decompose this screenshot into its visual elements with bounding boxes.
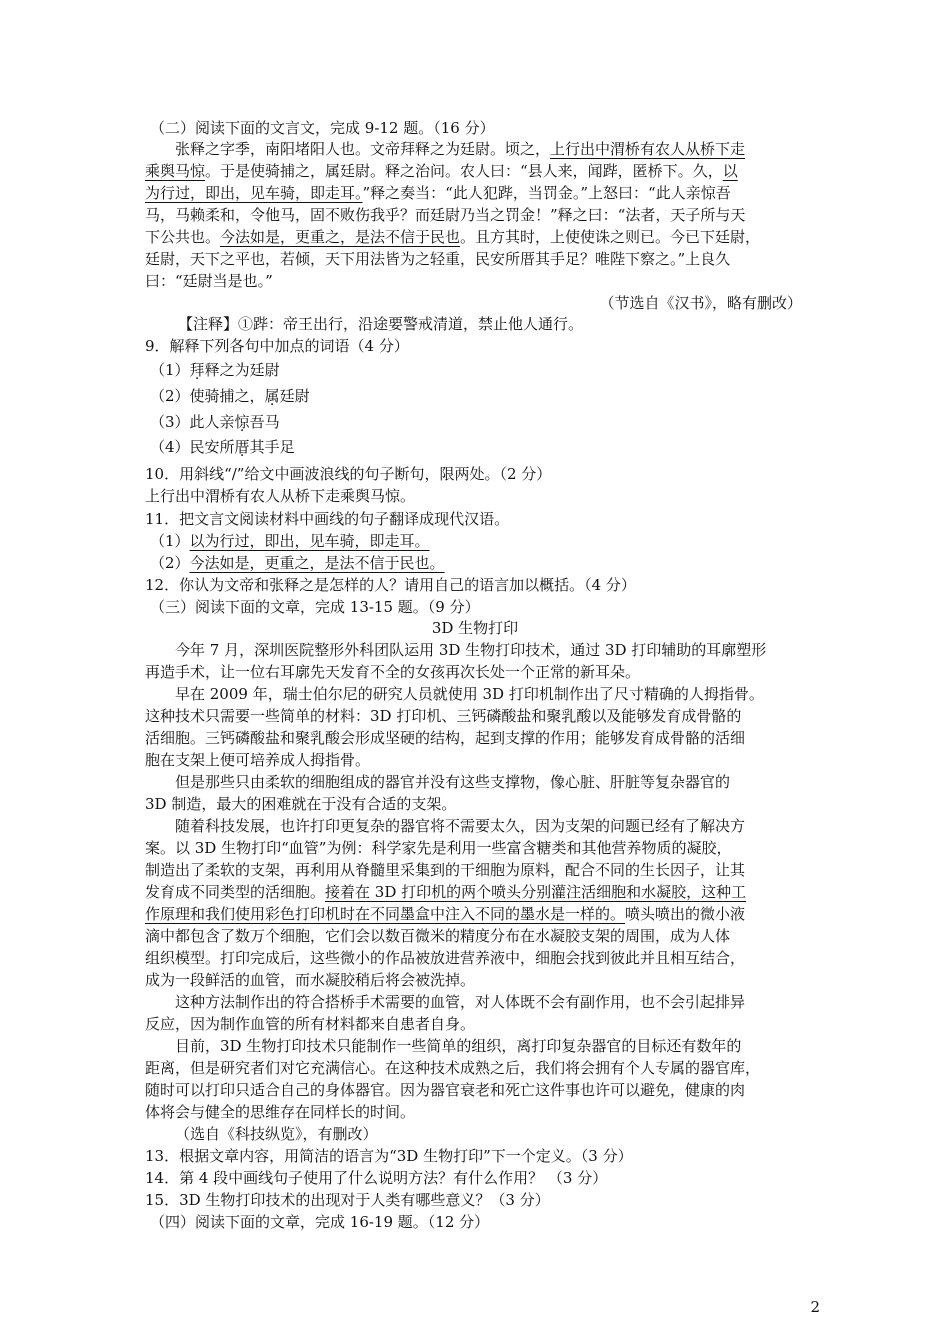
article-line: 再造手术，让一位右耳廓先天发育不全的女孩再次长处一个正常的新耳朵。 [145,663,641,681]
question-11: 11．把文言文阅读材料中画线的句子翻译成现代汉语。 [145,510,510,528]
q9-item: （3）此人亲惊吾马 [150,413,280,431]
passage-line: 马，马赖柔和，令他马，固不败伤我乎？而廷尉乃当之罚金！”释之曰：“法者，天子所与天 [145,206,746,224]
passage-line: 廷尉，天下之平也，若倾，天下用法皆为之轻重，民安所厝其手足？唯陛下察之。”上良久 [145,250,731,268]
passage-note: 【注释】①跸：帝王出行，沿途要警戒清道，禁止他人通行。 [178,315,584,333]
article-line: 滴中都包含了数万个细胞，它们会以数百微米的精度分布在水凝胶支架的周围，成为人体 [145,927,731,945]
article-line: 作原理和我们使用彩色打印机时在不同墨盒中注入不同的墨水是一样的。喷头喷出的微小液 [145,905,746,923]
passage-line: 张释之字季，南阳堵阳人也。文帝拜释之为廷尉。顷之，上行出中渭桥有农人从桥下走 [175,140,746,158]
article-line: 制造出了柔软的支架，再利用从脊髓里采集到的干细胞为原料，配合不同的生长因子，让其 [145,861,746,879]
article-line: 组织模型。打印完成后，这些微小的作品被放进营养液中，细胞会找到彼此并且相互结合， [145,949,746,967]
q9-item: （4）民安所厝其手足 [150,438,295,456]
article-line: 活细胞。三钙磷酸盐和聚乳酸会形成坚硬的结构，起到支撑的作用；能够发育成骨骼的活细 [145,729,746,747]
article-line: 胞在支架上便可培养成人拇指骨。 [145,751,371,769]
article-line: 目前，3D 生物打印技术只能制作一些简单的组织，离打印复杂器官的目标还有数年的 [175,1037,742,1055]
question-15: 15．3D 生物打印技术的出现对于人类有哪些意义？（3 分） [145,1191,550,1209]
passage-line: 为行过，即出，见车骑，即走耳。”释之奏当：“此人犯跸，当罚金。”上怒曰：“此人亲惊吾 [145,184,731,202]
question-13: 13．根据文章内容，用简洁的语言为“3D 生物打印”下一个定义。（3 分） [145,1147,633,1165]
article-line: 这种技术只需要一些简单的材料：3D 打印机、三钙磷酸盐和聚乳酸以及能够发育成骨骼的 [145,707,742,725]
question-14: 14．第 4 段中画线句子使用了什么说明方法？有什么作用？ （3 分） [145,1169,608,1187]
article-title: 3D 生物打印 [431,619,519,637]
article-line: 3D 制造，最大的困难就在于没有合适的支架。 [145,795,457,813]
section-3-heading: （三）阅读下面的文章，完成 13-15 题。（9 分） [150,598,480,616]
article-line: 距离，但是研究者们对它充满信心。在这种技术成熟之后，我们将会拥有个人专属的器官库， [145,1059,761,1077]
passage-source: （节选自《汉书》，略有删改） [599,294,802,312]
q9-item: （1）拜释之为廷尉 [150,361,280,379]
section-4-heading: （四）阅读下面的文章，完成 16-19 题。（12 分） [150,1213,490,1231]
article-source: （选自《科技纵览》，有删改） [175,1125,378,1143]
q9-item: （2）使骑捕之，属廷尉 [150,387,310,405]
q10-text: 上行出中渭桥有农人从桥下走乘舆马惊。 [145,487,416,505]
section-2-heading: （二）阅读下面的文言文，完成 9-12 题。（16 分） [150,119,495,137]
passage-line: 乘舆马惊。于是使骑捕之，属廷尉。释之治问。农人曰：“县人来，闻跸，匿桥下。久，以 [145,162,738,180]
article-line: 随时可以打印只适合自己的身体器官。因为器官衰老和死亡这件事也许可以避免，健康的肉 [145,1081,746,1099]
article-line: 发育成不同类型的活细胞。接着在 3D 打印机的两个喷头分别灌注活细胞和水凝胶，这种工 [145,883,747,901]
article-line: 反应，因为制作血管的所有材料都来自患者自身。 [145,1015,476,1033]
article-line: 但是那些只由柔软的细胞组成的器官并没有这些支撑物，像心脏、肝脏等复杂器官的 [175,773,731,791]
article-line: 案。以 3D 生物打印“血管”为例：科学家先是利用一些富含糖类和其他营养物质的凝胶， [145,839,732,857]
article-line: 成为一段鲜活的血管，而水凝胶稍后将会被洗掉。 [145,971,476,989]
article-line: 今年 7 月，深圳医院整形外科团队运用 3D 生物打印技术，通过 3D 打印辅助的耳廓塑形 [175,641,767,659]
passage-line: 下公共也。今法如是，更重之，是法不信于民也。且方其时，上使使诛之则已。今已下廷尉， [145,228,761,246]
question-9: 9．解释下列各句中加点的词语（4 分） [145,337,409,355]
page-number: 2 [810,1298,820,1316]
article-line: 这种方法制作出的符合搭桥手术需要的血管，对人体既不会有副作用，也不会引起排异 [175,993,746,1011]
article-line: 随着科技发展，也许打印更复杂的器官将不需要太久，因为支架的问题已经有了解决方 [175,817,746,835]
article-line: 体将会与健全的思维存在同样长的时间。 [145,1103,416,1121]
question-12: 12．你认为文帝和张释之是怎样的人？请用自己的语言加以概括。（4 分） [145,576,636,594]
passage-line: 曰：“廷尉当是也。” [145,272,273,290]
q11-item: （1）以为行过，即出，见车骑，即走耳。 [150,532,430,550]
article-line: 早在 2009 年，瑞士伯尔尼的研究人员就使用 3D 打印机制作出了尺寸精确的人拇指骨。 [175,685,764,703]
q11-item: （2）今法如是，更重之，是法不信于民也。 [150,554,445,572]
question-10: 10．用斜线“/”给文中画波浪线的句子断句，限两处。（2 分） [145,465,552,483]
